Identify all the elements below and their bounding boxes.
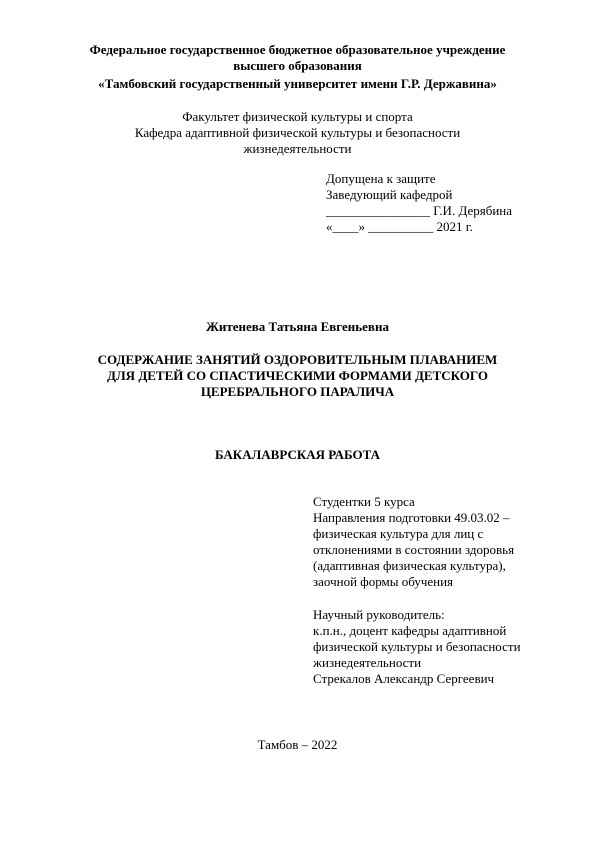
student-line-4: отклонениями в состоянии здоровья (313, 542, 515, 557)
approval-block (326, 171, 512, 235)
student-line-6: заочной формы обучения (313, 574, 454, 589)
author-name: Житенева Татьяна Евгеньевна (206, 319, 389, 334)
supervisor-line-5: Стрекалов Александр Сергеевич (313, 671, 495, 686)
header-line-2: высшего образования (233, 58, 362, 73)
city-year: Тамбов – 2022 (257, 737, 338, 752)
faculty-block (0, 109, 595, 157)
work-type: БАКАЛАВРСКАЯ РАБОТА (214, 447, 380, 462)
supervisor-line-2: к.п.н., доцент кафедры адаптивной (313, 623, 507, 638)
approval-line-4: «____» __________ 2021 г. (326, 219, 473, 234)
student-line-3: физическая культура для лиц с (313, 526, 484, 541)
supervisor-block (313, 607, 521, 687)
supervisor-line-4: жизнедеятельности (313, 655, 422, 670)
title-line-1: СОДЕРЖАНИЕ ЗАНЯТИЙ ОЗДОРОВИТЕЛЬНЫМ ПЛАВАНИЕМ (97, 352, 498, 367)
title-line-3: ЦЕРЕБРАЛЬНОГО ПАРАЛИЧА (200, 384, 395, 399)
supervisor-line-1: Научный руководитель: (313, 607, 445, 622)
student-line-2: Направления подготовки 49.03.02 – (313, 510, 510, 525)
header-line-3: «Тамбовский государственный университет имени Г.Р. Державина» (98, 76, 497, 91)
student-line-1: Студентки 5 курса (313, 494, 415, 509)
header-line-1: Федеральное государственное бюджетное образовательное учреждение (89, 42, 506, 57)
faculty-line-1: Факультет физической культуры и спорта (182, 109, 413, 124)
title-line-2: ДЛЯ ДЕТЕЙ СО СПАСТИЧЕСКИМИ ФОРМАМИ ДЕТСКОГО (107, 368, 488, 383)
approval-line-1: Допущена к защите (326, 171, 436, 186)
faculty-line-3: жизнедеятельности (243, 141, 352, 156)
faculty-line-2: Кафедра адаптивной физической культуры и безопасности (134, 125, 461, 140)
student-line-5: (адаптивная физическая культура), (313, 558, 506, 573)
student-block (313, 494, 514, 590)
supervisor-line-3: физической культуры и безопасности (313, 639, 521, 654)
institution-header (0, 42, 595, 92)
thesis-title (0, 352, 595, 400)
approval-line-2: Заведующий кафедрой (326, 187, 453, 202)
approval-line-3: ________________ Г.И. Дерябина (326, 203, 513, 218)
